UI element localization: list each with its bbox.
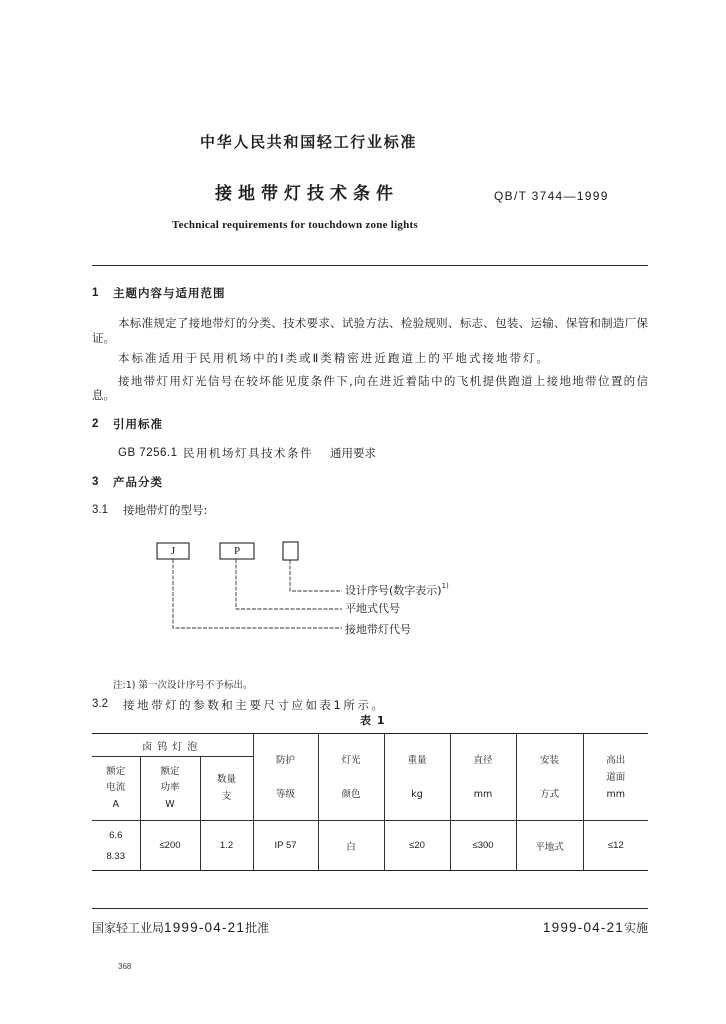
approval-org: 国家轻工业局 [92, 921, 165, 935]
section-1-line-5: 息。 [92, 388, 115, 402]
label-lamp-code: 接地带灯代号 [345, 623, 411, 636]
header-unit: mm [473, 788, 493, 800]
header-spacer [319, 769, 384, 786]
clause-3-1-number: 3.1 [92, 504, 108, 516]
leader-line-design-serial [290, 560, 342, 591]
approval-date: 1999-04-21 [164, 920, 246, 935]
section-2-number: 2 [92, 418, 99, 430]
header-line: 安装 [540, 754, 560, 766]
effective-date: 1999-04-21 [542, 920, 624, 935]
cell-quantity: 1.2 [200, 821, 253, 871]
header-spacer [254, 769, 318, 786]
header-divider [92, 265, 648, 266]
reference-standard-code: GB 7256.1 [118, 447, 178, 459]
label-design-serial [345, 584, 449, 598]
header-height-above-surface [583, 734, 648, 821]
cell-protection-class: IP 57 [253, 821, 318, 871]
cell-light-color: 白 [318, 821, 384, 871]
approval-suffix: 批准 [245, 921, 270, 935]
cell-installation: 平地式 [516, 821, 583, 871]
header-line: 等级 [276, 788, 296, 800]
section-1-line-2: 证。 [92, 331, 115, 345]
section-2-heading: 引用标准 [113, 417, 163, 431]
clause-3-2-number: 3.2 [92, 698, 108, 710]
page-number: 368 [118, 962, 132, 971]
model-letter-p: P [233, 545, 241, 557]
label-design-serial-text: 设计序号(数字表示) [345, 584, 442, 597]
group-header-halogen-bulb: 卤钨灯泡 [142, 741, 203, 753]
footnote: 注:1) 第一次设计序号不予标出。 [113, 680, 253, 691]
table-caption: 表 1 [360, 714, 386, 727]
cell-value: 6.6 [109, 829, 123, 841]
section-1-line-3: 本标准适用于民用机场中的Ⅰ类或Ⅱ类精密进近跑道上的平地式接地带灯。 [118, 351, 548, 365]
cell-weight: ≤20 [384, 821, 450, 871]
header-line: 颜色 [341, 788, 361, 800]
table-row [92, 821, 648, 871]
header-line: 数量 [217, 774, 237, 785]
header-line: 电流 [106, 782, 126, 794]
header-installation [516, 734, 583, 821]
header-unit: W [165, 798, 175, 810]
reference-standard-title: 民用机场灯具技术条件 [183, 446, 313, 460]
standard-category-title: 中华人民共和国轻工行业标准 [200, 133, 418, 151]
header-line: 功率 [160, 782, 180, 794]
group-header-cell [92, 734, 253, 757]
header-line: 高出 [606, 754, 626, 766]
section-1-heading: 主题内容与适用范围 [113, 286, 226, 300]
header-unit: A [112, 798, 119, 810]
header-line: 直径 [473, 754, 493, 766]
leader-line-flush-code [236, 559, 342, 609]
document-title: 接地带灯技术条件 [215, 184, 399, 204]
header-spacer [451, 769, 516, 786]
section-1-line-1: 本标准规定了接地带灯的分类、技术要求、试验方法、检验规则、标志、包装、运输、保管和制造厂保 [118, 316, 648, 330]
approval-line [92, 917, 269, 936]
reference-standard-subtitle: 通用要求 [330, 446, 376, 460]
parameter-table [92, 733, 648, 871]
model-letter-j: J [170, 545, 176, 557]
cell-value: 8.33 [106, 850, 125, 862]
label-flush-code: 平地式代号 [345, 602, 400, 615]
header-unit: kg [411, 788, 423, 800]
header-weight [384, 734, 450, 821]
header-line: 额定 [106, 765, 126, 777]
header-line: 防护 [276, 754, 296, 766]
cell-rated-power: ≤200 [140, 821, 200, 871]
header-spacer [385, 769, 450, 786]
section-1-line-4: 接地带灯用灯光信号在较坏能见度条件下,向在进近着陆中的飞机提供跑道上接地地带位置的信 [118, 374, 648, 388]
leader-line-lamp-code [173, 559, 342, 628]
header-protection-class [253, 734, 318, 821]
model-box-design-serial [283, 542, 298, 560]
cell-height-above-surface: ≤12 [583, 821, 648, 871]
standard-code: QB/T 3744—1999 [494, 189, 609, 203]
header-line: 方式 [540, 788, 560, 800]
effective-suffix: 实施 [623, 921, 648, 935]
header-line: 道面 [606, 771, 626, 783]
header-line: 额定 [160, 765, 180, 777]
header-diameter [450, 734, 516, 821]
header-line: 重量 [407, 754, 427, 766]
header-light-color [318, 734, 384, 821]
effective-line [543, 917, 648, 936]
section-1-number: 1 [92, 287, 99, 299]
header-quantity [200, 757, 253, 821]
header-unit: 支 [221, 790, 232, 802]
header-unit: mm [606, 788, 626, 800]
header-spacer [517, 769, 583, 786]
footnote-ref: 1) [441, 582, 449, 590]
english-title: Technical requirements for touchdown zone lights [172, 219, 418, 231]
section-3-number: 3 [92, 476, 99, 488]
cell-rated-current [92, 821, 140, 871]
header-rated-power [140, 757, 200, 821]
section-3-heading: 产品分类 [113, 475, 163, 489]
cell-diameter: ≤300 [450, 821, 516, 871]
clause-3-2-text: 接地带灯的参数和主要尺寸应如表1所示。 [123, 698, 383, 712]
footer-divider [92, 908, 648, 909]
clause-3-1-text: 接地带灯的型号: [123, 503, 208, 517]
header-rated-current [92, 757, 140, 821]
header-line: 灯光 [341, 754, 361, 766]
